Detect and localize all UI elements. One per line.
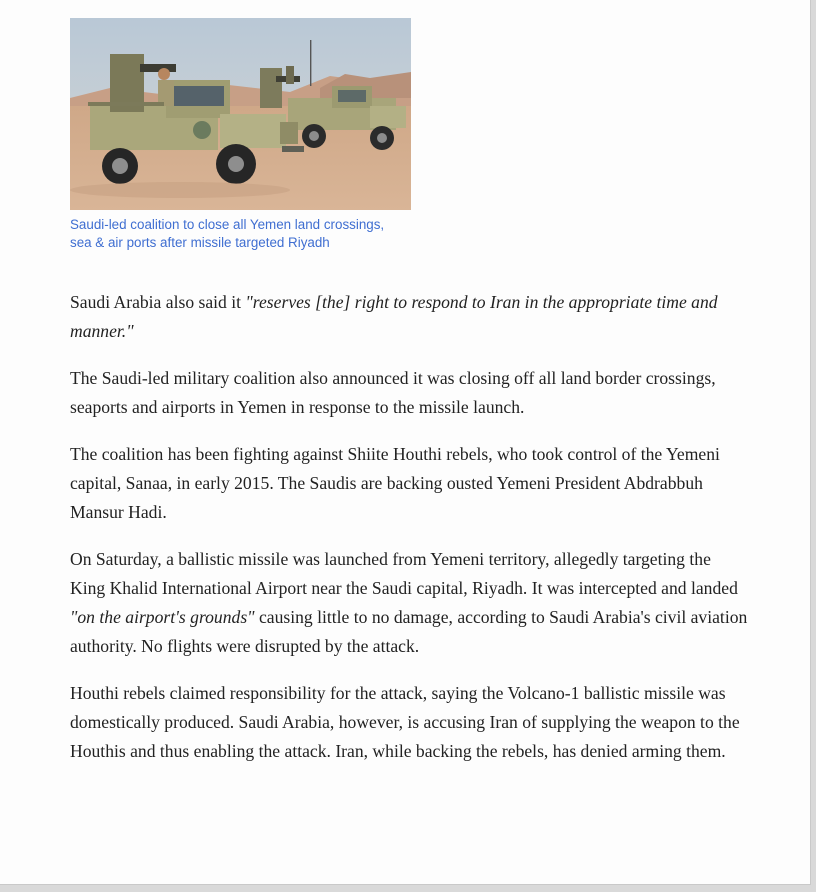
paragraph-5: Houthi rebels claimed responsibility for the attack, saying the Volcano-1 ballistic missile was domestically produced. Saudi Arabia, however, is accusing Iran of supplying the weapon to the Houthis and thus enabling the attack. Iran, while backing the rebels, has denied arming them.	[70, 683, 740, 761]
article-body	[70, 288, 750, 784]
paragraph-1-quote: "reserves [the] right to respond to Iran in the appropriate time and manner."	[70, 292, 718, 341]
saudi-military-pickup-trucks-photo[interactable]	[70, 18, 411, 210]
paragraph-1-text: Saudi Arabia also said it	[70, 292, 246, 312]
paragraph-4	[70, 545, 750, 661]
paragraph-4-text-end: causing little to no damage, according to Saudi Arabia's civil aviation authority. No flights were disrupted by the attack.	[70, 607, 748, 656]
paragraph-4-text-start: On Saturday, a ballistic missile was launched from Yemeni territory, allegedly targeting the King Khalid International Airport near the Saudi capital, Riyadh. It was intercepted and landed	[70, 549, 738, 598]
paragraph-4-quote: "on the airport's grounds"	[70, 607, 255, 627]
paragraph-2: The Saudi-led military coalition also announced it was closing off all land border crossings, seaports and airports in Yemen in response to the missile launch.	[70, 368, 716, 417]
paragraph-1	[70, 288, 750, 346]
photo-caption-link[interactable]: Saudi-led coalition to close all Yemen land crossings, sea & air ports after missile targeted Riyadh	[70, 217, 385, 250]
paragraph-3: The coalition has been fighting against Shiite Houthi rebels, who took control of the Yemeni capital, Sanaa, in early 2015. The Saudis are backing ousted Yemeni President Abdrabbuh Mansur Hadi.	[70, 444, 720, 522]
article-figure	[70, 18, 411, 252]
